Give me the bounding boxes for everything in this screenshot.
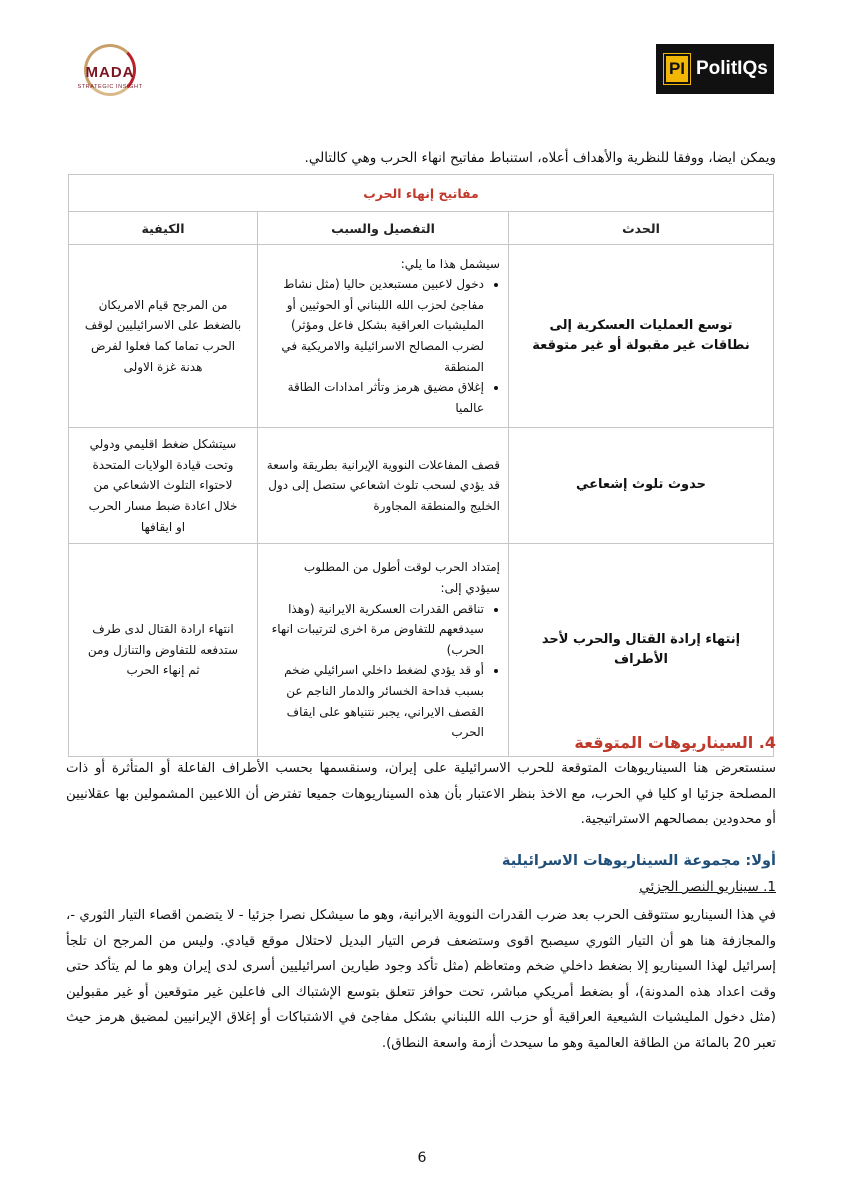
- detail-intro: إمتداد الحرب لوقت أطول من المطلوب سيؤدي إلى:: [303, 560, 500, 595]
- mada-logo: [62, 44, 158, 116]
- scenario-paragraph: في هذا السيناريو ستتوقف الحرب بعد ضرب القدرات النووية الايرانية، وهو ما سيشكل نصرا جزئيا - لا يتضمن اقصاء التيار الثوري -، والمجازفة هنا هو أن التيار الثوري سيصبح اقوى وستضعف فرص التيار البديل لاحتلال موقع قيادي. وليس من المرجح ان تلجأ إسرائيل لهذا السيناريو إلا بضغط داخلي ضخم ومتعاظم (مثل تأكد وجود طيارين اسرائيليين أسرى لدى إيران وهو ما لم يتأكد حتى وقت اعداد هذه المدونة)، أو بضغط أمريكي مباشر، تحت حوافز تتعلق بتوسع الإشتباك الى فاعلين غير متوقعين أو غير مقبولين (مثل دخول المليشيات الشيعية العراقية أو حزب الله اللبناني بشكل مفاجئ في الاشتباكات أو إغلاق الإيرانيين لمضيق هرمز حيث تعبر 20 بالمائة من الطاقة العالمية وهو ما سيحدث أزمة واسعة النطاق).: [66, 908, 776, 1051]
- page-number: 6: [417, 1150, 427, 1166]
- row-how: انتهاء ارادة القتال لدى طرف ستدفعه للتفاوض والتنازل ومن ثم إنهاء الحرب: [69, 544, 258, 757]
- row-how: من المرجح قيام الامريكان بالضغط على الاسرائيليين لوقف الحرب تماما كما فعلوا لفرض هدنة غزة الاولى: [69, 245, 258, 428]
- header-event: الحدث: [509, 212, 774, 245]
- table-row: [69, 245, 774, 428]
- row-detail: [258, 245, 509, 428]
- detail-list: [266, 599, 500, 743]
- intro-text: ويمكن ايضا، ووفقا للنظرية والأهداف أعلاه، استنباط مفاتيح انهاء الحرب وهي كالتالي.: [304, 150, 776, 166]
- section-paragraph: سنستعرض هنا السيناريوهات المتوقعة للحرب الاسرائيلية على إيران، وسنقسمها بحسب الأطراف الفاعلة أو المتأثرة أو ذات المصلحة جزئيا او كليا في الحرب، مع الاخذ بنظر الاعتبار بأن هذه السيناريوهات جميعا تفترض أن اللاعبين المشمولين بها عقلانيين أو محدودين بمصالحهم الاستراتيجية.: [66, 761, 776, 828]
- detail-item: • إغلاق مضيق هرمز وتأثر امدادات الطاقة عالميا: [266, 377, 484, 418]
- detail-intro: قصف المفاعلات النووية الإيرانية بطريقة واسعة قد يؤدي لسحب تلوث اشعاعي ستصل إلى دول الخليج والمنطقة المجاورة: [266, 457, 500, 513]
- row-detail: [258, 428, 509, 544]
- scenario-title: 1. سيناريو النصر الجزئي: [639, 879, 776, 895]
- table-caption: مفاتيح إنهاء الحرب: [69, 175, 774, 212]
- detail-item: • أو قد يؤدي لضغط داخلي اسرائيلي ضخم بسبب فداحة الخسائر والدمار الناجم عن القصف الايراني، يجبر نتنياهو على ايقاف الحرب: [266, 660, 484, 743]
- detail-list: [266, 274, 500, 418]
- row-how: سيتشكل ضغط اقليمي ودولي وتحت قيادة الولايات المتحدة لاحتواء التلوث الاشعاعي من خلال اعادة ضبط مسار الحرب او ايقافها: [69, 428, 258, 544]
- row-event: توسع العمليات العسكرية إلى نطاقات غير مقبولة أو غير متوقعة: [509, 245, 774, 428]
- politiqs-logo-name: PolitIQs: [696, 58, 768, 79]
- section-title: 4. السيناريوهات المتوقعة: [574, 733, 776, 752]
- subsection-title: أولا: مجموعة السيناريوهات الاسرائيلية: [501, 853, 776, 869]
- detail-item: • دخول لاعبين مستبعدين حاليا (مثل نشاط مفاجئ لحزب الله اللبناني أو الحوثيين أو المليشيات العراقية بشكل فاعل ومؤثر) لضرب المصالح الاسرائيلية والامريكية في المنطقة: [266, 274, 484, 377]
- table-row: [69, 428, 774, 544]
- row-detail: [258, 544, 509, 757]
- row-event: إنتهاء إرادة القتال والحرب لأحد الأطراف: [509, 544, 774, 757]
- detail-intro: سيشمل هذا ما يلي:: [400, 256, 500, 271]
- politiqs-mark-icon: PI: [664, 54, 690, 84]
- mada-logo-name: MADA: [85, 64, 135, 81]
- header-how: الكيفية: [69, 212, 258, 245]
- war-end-keys-table: [68, 174, 774, 757]
- table-row: [69, 544, 774, 757]
- row-event: حدوث تلوث إشعاعي: [509, 428, 774, 544]
- table-header-row: [69, 212, 774, 245]
- detail-item: • تناقص القدرات العسكرية الايرانية (وهذا سيدفعهم للتفاوض مرة اخرى لترتيبات انهاء الحرب): [266, 599, 484, 661]
- mada-logo-subtitle: STRATEGIC INSIGHT: [77, 84, 143, 90]
- header-detail: التفصيل والسبب: [258, 212, 509, 245]
- politiqs-logo: [656, 44, 774, 94]
